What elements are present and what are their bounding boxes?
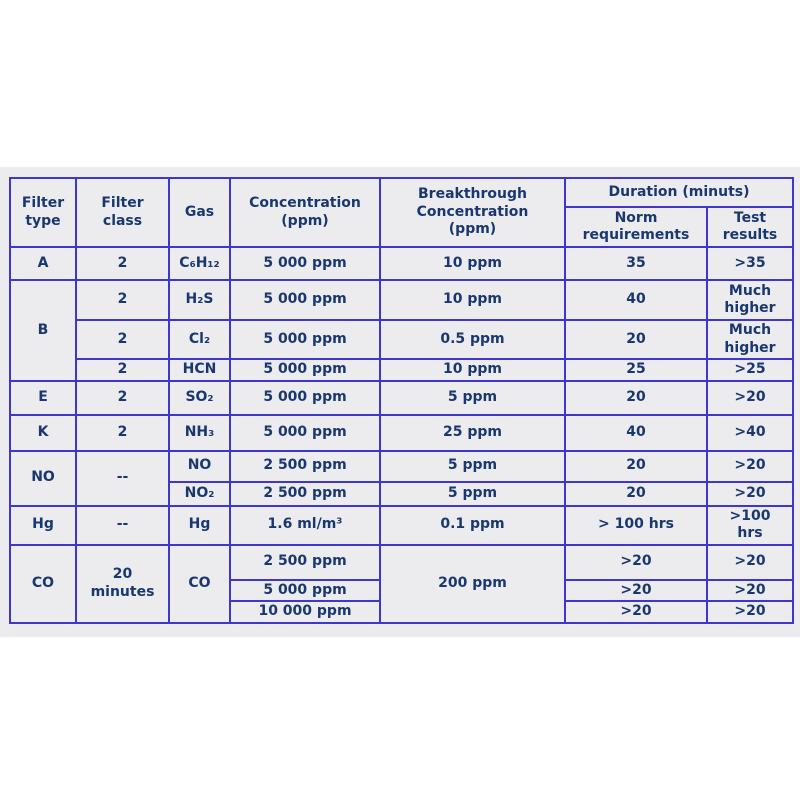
cell-k-filter-class: 2 [76, 415, 169, 451]
cell-no2-gas: NO₂ [169, 482, 230, 506]
cell-hg-filter-type: Hg [10, 506, 76, 545]
cell-no-norm: 20 [565, 451, 707, 482]
cell-e-filter-type: E [10, 381, 76, 415]
cell-b-h2s-concentration: 5 000 ppm [230, 280, 380, 320]
cell-no-test: >20 [707, 451, 793, 482]
header-gas: Gas [169, 178, 230, 247]
cell-b-filter-type: B [10, 280, 76, 381]
cell-no2-breakthrough: 5 ppm [380, 482, 565, 506]
cell-co-gas: CO [169, 545, 230, 623]
cell-b-h2s-filter-class: 2 [76, 280, 169, 320]
row-b-h2s [10, 280, 793, 320]
row-b-hcn [10, 359, 793, 381]
cell-co-test-3: >20 [707, 601, 793, 623]
cell-no-filter-class: -- [76, 451, 169, 506]
cell-b-h2s-breakthrough: 10 ppm [380, 280, 565, 320]
cell-a-gas: C₆H₁₂ [169, 247, 230, 280]
header-row-1 [10, 178, 793, 207]
cell-b-cl2-filter-class: 2 [76, 320, 169, 359]
row-no [10, 451, 793, 482]
header-norm-requirements: Norm requirements [565, 207, 707, 247]
cell-a-filter-class: 2 [76, 247, 169, 280]
cell-co-filter-class: 20 minutes [76, 545, 169, 623]
cell-b-hcn-concentration: 5 000 ppm [230, 359, 380, 381]
cell-b-cl2-concentration: 5 000 ppm [230, 320, 380, 359]
header-concentration: Concentration (ppm) [230, 178, 380, 247]
cell-e-filter-class: 2 [76, 381, 169, 415]
table-background-band [0, 167, 800, 637]
cell-e-norm: 20 [565, 381, 707, 415]
cell-b-hcn-filter-class: 2 [76, 359, 169, 381]
cell-co-test-1: >20 [707, 545, 793, 580]
cell-no2-test: >20 [707, 482, 793, 506]
cell-co-concentration-3: 10 000 ppm [230, 601, 380, 623]
header-breakthrough-concentration: Breakthrough Concentration (ppm) [380, 178, 565, 247]
cell-co-breakthrough: 200 ppm [380, 545, 565, 623]
cell-hg-concentration: 1.6 ml/m³ [230, 506, 380, 545]
row-a [10, 247, 793, 280]
top-whitespace [0, 0, 800, 167]
filter-test-results-table [9, 177, 794, 624]
cell-a-filter-type: A [10, 247, 76, 280]
cell-hg-gas: Hg [169, 506, 230, 545]
cell-b-cl2-test: Much higher [707, 320, 793, 359]
row-k [10, 415, 793, 451]
row-e [10, 381, 793, 415]
cell-co-concentration-2: 5 000 ppm [230, 580, 380, 602]
row-b-cl2 [10, 320, 793, 359]
cell-hg-test: >100 hrs [707, 506, 793, 545]
cell-no-breakthrough: 5 ppm [380, 451, 565, 482]
header-filter-type: Filter type [10, 178, 76, 247]
cell-e-breakthrough: 5 ppm [380, 381, 565, 415]
header-duration: Duration (minuts) [565, 178, 793, 207]
cell-b-hcn-norm: 25 [565, 359, 707, 381]
cell-a-concentration: 5 000 ppm [230, 247, 380, 280]
cell-hg-norm: > 100 hrs [565, 506, 707, 545]
cell-b-cl2-norm: 20 [565, 320, 707, 359]
cell-no-gas: NO [169, 451, 230, 482]
cell-b-h2s-test: Much higher [707, 280, 793, 320]
cell-k-test: >40 [707, 415, 793, 451]
cell-co-norm-3: >20 [565, 601, 707, 623]
cell-no2-norm: 20 [565, 482, 707, 506]
cell-k-gas: NH₃ [169, 415, 230, 451]
cell-b-cl2-breakthrough: 0.5 ppm [380, 320, 565, 359]
cell-e-gas: SO₂ [169, 381, 230, 415]
cell-a-norm: 35 [565, 247, 707, 280]
cell-k-norm: 40 [565, 415, 707, 451]
cell-co-filter-type: CO [10, 545, 76, 623]
cell-co-norm-2: >20 [565, 580, 707, 602]
cell-k-breakthrough: 25 ppm [380, 415, 565, 451]
header-filter-class: Filter class [76, 178, 169, 247]
cell-k-filter-type: K [10, 415, 76, 451]
cell-co-test-2: >20 [707, 580, 793, 602]
cell-no-filter-type: NO [10, 451, 76, 506]
cell-a-test: >35 [707, 247, 793, 280]
cell-no-concentration: 2 500 ppm [230, 451, 380, 482]
cell-e-test: >20 [707, 381, 793, 415]
cell-b-hcn-breakthrough: 10 ppm [380, 359, 565, 381]
cell-b-h2s-gas: H₂S [169, 280, 230, 320]
row-co-1 [10, 545, 793, 580]
cell-b-hcn-gas: HCN [169, 359, 230, 381]
cell-co-norm-1: >20 [565, 545, 707, 580]
cell-a-breakthrough: 10 ppm [380, 247, 565, 280]
row-hg [10, 506, 793, 545]
cell-hg-breakthrough: 0.1 ppm [380, 506, 565, 545]
cell-b-hcn-test: >25 [707, 359, 793, 381]
cell-no2-concentration: 2 500 ppm [230, 482, 380, 506]
cell-co-concentration-1: 2 500 ppm [230, 545, 380, 580]
header-test-results: Test results [707, 207, 793, 247]
cell-hg-filter-class: -- [76, 506, 169, 545]
cell-e-concentration: 5 000 ppm [230, 381, 380, 415]
cell-b-h2s-norm: 40 [565, 280, 707, 320]
cell-b-cl2-gas: Cl₂ [169, 320, 230, 359]
cell-k-concentration: 5 000 ppm [230, 415, 380, 451]
